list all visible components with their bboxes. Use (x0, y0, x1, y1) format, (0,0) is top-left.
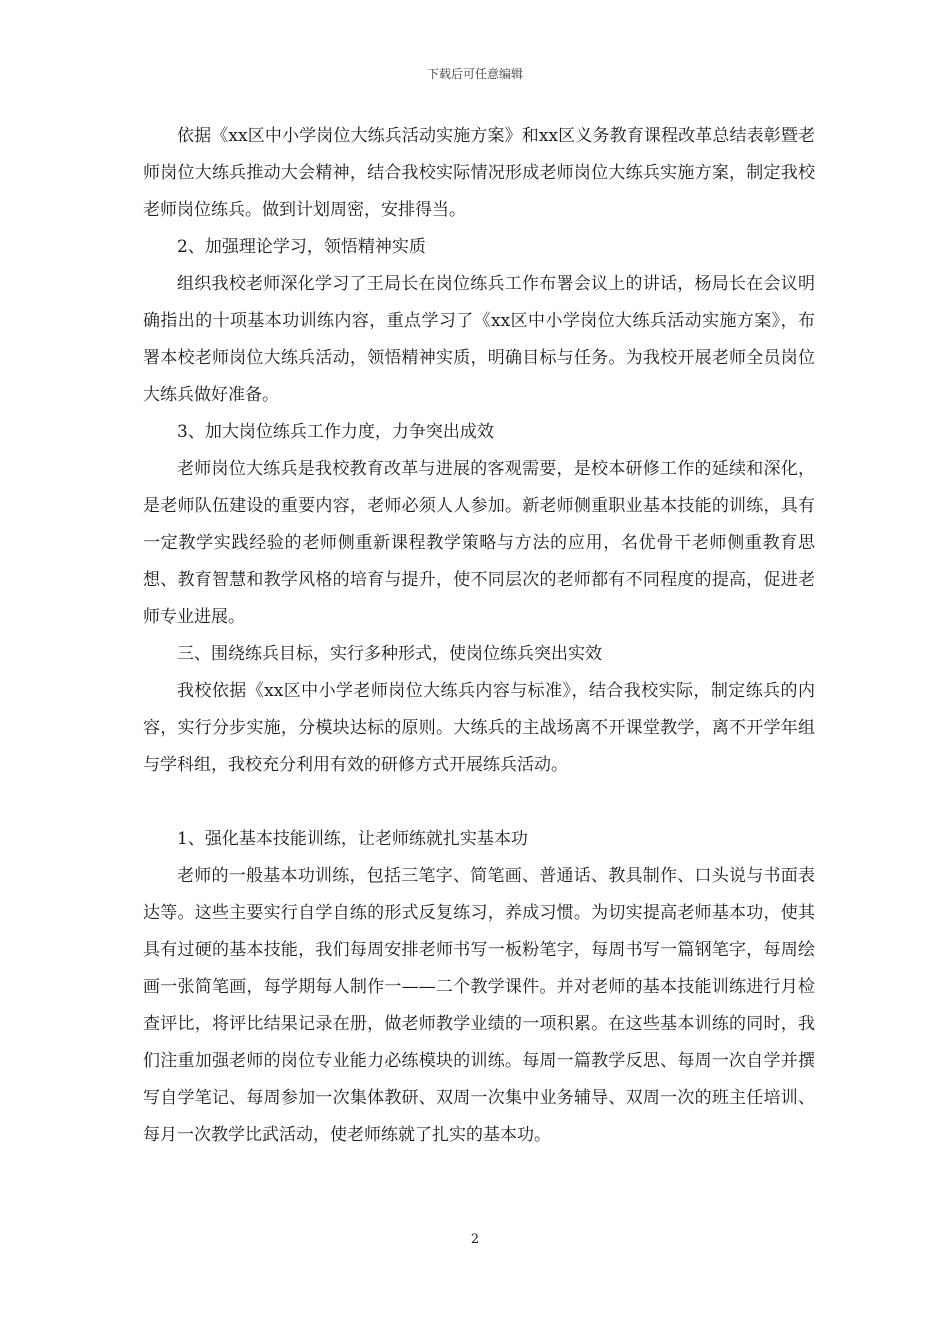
heading-training-effort: 3、加大岗位练兵工作力度，力争突出成效 (177, 422, 494, 442)
heading-basic-skills: 1、强化基本技能训练，让老师练就扎实基本功 (177, 829, 528, 849)
page-number: 2 (470, 1232, 480, 1247)
paragraph-section-three: 我校依据《xx区中小学老师岗位大练兵内容与标准》，结合我校实际，制定练兵的内容，实行分步实施，分模块达标的原则。大练兵的主战场离不开课堂教学，离不开学年组与学科组，我校充分利用有效的研修方式开展练兵活动。 (143, 681, 815, 775)
paragraph-implementation-plan: 依据《xx区中小学岗位大练兵活动实施方案》和xx区义务教育课程改革总结表彰暨老师岗位大练兵推动大会精神，结合我校实际情况形成老师岗位大练兵实施方案，制定我校老师岗位练兵。做到计划周密，安排得当。 (143, 126, 815, 220)
heading-theory-study: 2、加强理论学习，领悟精神实质 (177, 237, 426, 257)
paragraph-basic-skills: 老师的一般基本功训练，包括三笔字、简笔画、普通话、教具制作、口头说与书面表达等。这些主要实行自学自练的形式反复练习，养成习惯。为切实提高老师基本功，使其具有过硬的基本技能，我们每周安排老师书写一板粉笔字，每周书写一篇钢笔字，每周绘画一张简笔画，每学期每人制作一——二个教学课件。并对老师的基本技能训练进行月检查评比，将评比结果记录在册，做老师教学业绩的一项积累。在这些基本训练的同时，我们注重加强老师的岗位专业能力必练模块的训练。每周一篇教学反思、每周一次自学并撰写自学笔记、每周参加一次集体教研、双周一次集中业务辅导、双周一次的班主任培训、每月一次教学比武活动，使老师练就了扎实的基本功。 (143, 866, 815, 1145)
paragraph-theory-study: 组织我校老师深化学习了王局长在岗位练兵工作布署会议上的讲话，杨局长在会议明确指出的十项基本功训练内容，重点学习了《xx区中小学岗位大练兵活动实施方案》，布署本校老师岗位大练兵活动，领悟精神实质，明确目标与任务。为我校开展老师全员岗位大练兵做好准备。 (143, 274, 815, 405)
paragraph-training-effort: 老师岗位大练兵是我校教育改革与进展的客观需要，是校本研修工作的延续和深化，是老师队伍建设的重要内容，老师必须人人参加。新老师侧重职业基本技能的训练，具有一定教学实践经验的老师侧重新课程教学策略与方法的应用，名优骨干老师侧重教育思想、教育智慧和教学风格的培育与提升，使不同层次的老师都有不同程度的提高，促进老师专业进展。 (143, 459, 815, 627)
page-header-note: 下载后可任意编辑 (426, 67, 523, 81)
document-body (143, 118, 815, 1154)
heading-section-three: 三、围绕练兵目标，实行多种形式，使岗位练兵突出实效 (177, 644, 602, 664)
